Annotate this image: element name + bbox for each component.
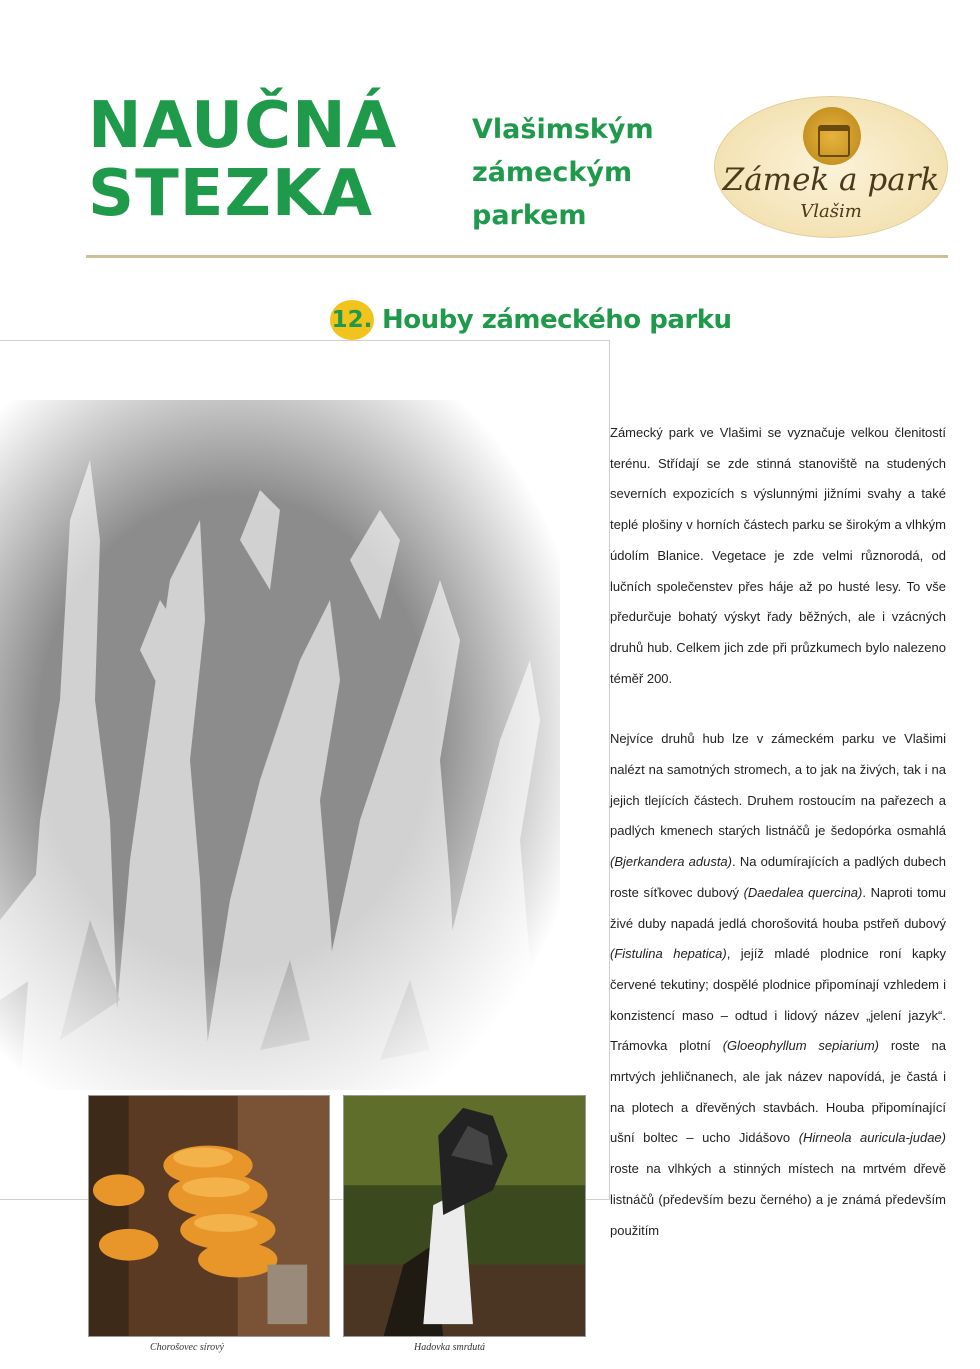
subtitle-line-1: Vlašimským — [472, 114, 654, 145]
subtitle-line-3: parkem — [472, 200, 587, 231]
p2-latin-2: (Daedalea quercina) — [743, 884, 863, 900]
p2-text-k: roste na vlhkých a stinných místech na mrtvém dřevě listnáčů (především bezu černého) a je známá především použitím — [610, 1161, 946, 1238]
photo-caption-2: Hadovka smrdutá — [414, 1342, 486, 1353]
article-text — [610, 418, 946, 1246]
subtitle-line-2: zámeckým — [472, 157, 633, 188]
p2-latin-1: (Bjerkandera adusta) — [610, 854, 732, 870]
castle-emblem-icon — [803, 107, 861, 165]
logo-text: Zámek a park — [722, 162, 940, 198]
sulphur-shelf-photo — [88, 1095, 330, 1337]
title-line-2: STEZKA — [88, 157, 373, 231]
section-title: Houby zámeckého parku — [382, 305, 732, 335]
section-number-badge: 12. — [330, 300, 374, 340]
coral-fungus-photo — [0, 400, 560, 1090]
header-divider — [86, 255, 948, 258]
paragraph-2 — [610, 724, 946, 1246]
castle-park-logo — [714, 96, 948, 238]
p2-text-c: . Na odumírajících a padlých dubech roste síťkovec dubový — [610, 854, 946, 900]
section-heading — [330, 300, 732, 340]
p2-latin-4: (Gloeophyllum sepiarium) — [722, 1038, 880, 1054]
p2-latin-5: (Hirneola auricula-judae) — [798, 1130, 946, 1146]
trail-title — [88, 89, 398, 231]
p2-text-i: roste na mrtvých jehličnanech, ale jak název napovídá, je častá i na plotech a dřevěných stavbách. Houba připomínající ušní boltec – ucho Jidášovo — [610, 1038, 946, 1146]
p2-text-a: Nejvíce druhů hub lze v zámeckém parku ve Vlašimi nalézt na samotných stromech, a to jak na živých, tak i na jejich tlejících částech. Druhem rostoucím na pařezech a padlých kmenech starých listnáčů je šedopórka osmahlá — [610, 731, 946, 839]
title-line-1: NAUČNÁ — [88, 89, 398, 163]
stinkhorn-photo — [343, 1095, 586, 1337]
p2-text-g: , jejíž mladé plodnice roní kapky červené tekutiny; dospělé plodnice připomínají vzhledem i konzistencí maso – odtud i lidový název „jelení jazyk“. Trámovka plotní — [610, 946, 947, 1054]
p2-latin-3: (Fistulina hepatica) — [610, 946, 727, 962]
photo-caption-1: Chorošovec sírový — [150, 1342, 224, 1353]
logo-subtext: Vlašim — [800, 201, 862, 222]
p2-text-e: . Naproti tomu živé duby napadá jedlá chorošovitá houba pstřeň dubový — [610, 884, 946, 931]
trail-subtitle — [472, 108, 654, 237]
paragraph-1: Zámecký park ve Vlašimi se vyznačuje velkou členitostí terénu. Střídají se zde stinná stanoviště na studených severních expozicích s výslunnými jižními svahy a také teplé plošiny v horních částech parku se širokým a vlhkým údolím Blanice. Vegetace je zde velmi různorodá, od lučních společenstev přes háje až po husté lesy. To vše předurčuje bohatý výskyt řady běžných, ale i vzácných druhů hub. Celkem jich zde při průzkumech bylo nalezeno téměř 200. — [610, 425, 946, 686]
